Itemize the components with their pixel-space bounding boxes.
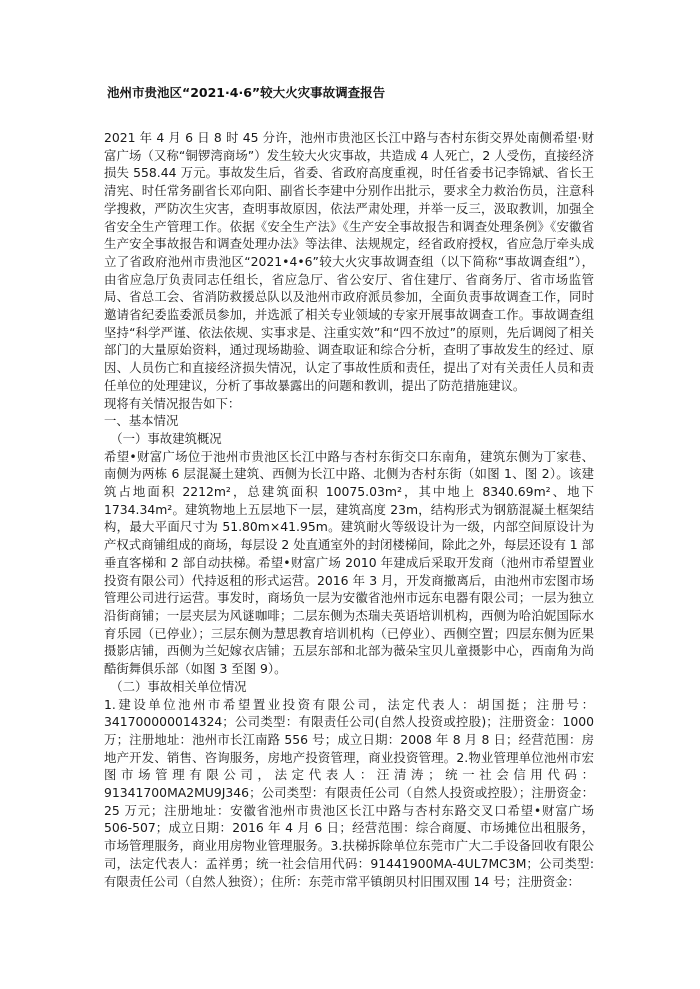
subsection-heading-building-overview: （一）事故建筑概况 [110,430,222,446]
related-units-paragraph: 1.建设单位池州市希望置业投资有限公司，法定代表人：胡国挺；注册号：341700000014324；公司类型：有限责任公司(自然人投资或控股)；注册资金：1000 万；注册地址：池州市长江南路 556 号；成立日期：2008 年 8 月 8 日；经营范围：房地产开发、销售、咨询服务，房地产投资管理，商业投资管理。2.物业管理单位池州市宏图市场管理有限公司，法定代表人：汪清涛；统一社会信用代码：91341700MA2MU9J346；公司类型：有限责任公司（自然人投资或控股）；注册资金：25 万元；注册地址：安徽省池州市贵池区长江中路与杏村东路交叉口希望•财富广场 506-507；成立日期：2016 年 4 月 6 日；经营范围：综合商厦、市场摊位出租服务，市场管理服务，商业用房物业管理服务。3.扶梯拆除单位东莞市广大二手设备回收有限公司，法定代表人：孟祥勇；统一社会信用代码：91441900MA-4UL7MC3M；公司类型:有限责任公司（自然人独资）；住所：东莞市常平镇朗贝村旧围双围 14 号；注册资金： [104,696,594,889]
building-overview-paragraph: 希望•财富广场位于池州市贵池区长江中路与杏村东街交口东南角，建筑东侧为丁家巷、南侧为两栋 6 层混凝土建筑、西侧为长江中路、北侧为杏村东街（如图 1、图 2）。该建筑占地面积 2212m²，总建筑面积 10075.03m²，其中地上 8340.69m²、地下 1734.34m²。建筑物地上五层地下一层，建筑高度 23m，结构形式为钢筋混凝土框架结构，最大平面尺寸为 51.80m×41.95m。建筑耐火等级设计为一级，内部空间原设计为产权式商铺组成的商场，每层设 2 处直通室外的封闭楼梯间，除此之外，每层还设有 1 部垂直客梯和 2 部自动扶梯。希望•财富广场 2010 年建成后采取开发商（池州市希望置业投资有限公司）代持返租的形式运营。2016 年 3 月，开发商撤离后，由池州市宏图市场管理公司进行运营。事发时，商场负一层为安徽省池州市远东电器有限公司；一层为独立沿街商铺；一层夹层为风谜咖啡；二层东侧为杰瑞夫英语培训机构，西侧为哈泊妮国际水育乐园（已停业）；三层东侧为慧思教育培训机构（已停业）、西侧空置；四层东侧为匠果摄影店铺，西侧为兰妃嫁衣店铺；五层东部和北部为薇朵宝贝儿童摄影中心，西南角为尚酷街舞俱乐部（如图 3 至图 9）。 [104,448,594,677]
document-title: 池州市贵池区“2021·4·6”较大火灾事故调查报告 [107,85,386,100]
document-body [104,129,594,890]
subsection-heading-related-units: （二）事故相关单位情况 [110,678,247,694]
section-heading-basic-info: 一、基本情况 [104,413,179,429]
report-intro-line: 现将有关情况报告如下： [104,395,241,411]
intro-paragraph: 2021 年 4 月 6 日 8 时 45 分许，池州市贵池区长江中路与杏村东街交界处南侧希望·财富广场（又称“铜锣湾商场”）发生较大火灾事故，共造成 4 人死亡，2 人受伤，直接经济损失 558.44 万元。事故发生后，省委、省政府高度重视，时任省委书记李锦斌、省长王清宪、时任常务副省长邓向阳、副省长李建中分别作出批示，要求全力救治伤员，注意科学搜救，严防次生灾害，查明事故原因，依法严肃处理，并举一反三，汲取教训，加强全省安全生产管理工作。依据《安全生产法》《生产安全事故报告和调查处理条例》《安徽省生产安全事故报告和调查处理办法》等法律、法规规定，经省政府授权，省应急厅牵头成立了省政府池州市贵池区“2021•4•6”较大火灾事故调查组（以下简称“事故调查组”），由省应急厅负责同志任组长，省应急厅、省公安厅、省住建厅、省商务厅、省市场监管局、省总工会、省消防救援总队以及池州市政府派员参加，全面负责事故调查工作，同时邀请省纪委监委派员参加，并选派了相关专业领域的专家开展事故调查工作。事故调查组坚持“科学严谨、依法依规、实事求是、注重实效”和“四不放过”的原则，先后调阅了相关部门的大量原始资料，通过现场勘验、调查取证和综合分析，查明了事故发生的经过、原因、人员伤亡和直接经济损失情况，认定了事故性质和责任，提出了对有关责任人员和责任单位的处理建议，分析了事故暴露出的问题和教训，提出了防范措施建议。 [104,130,594,393]
